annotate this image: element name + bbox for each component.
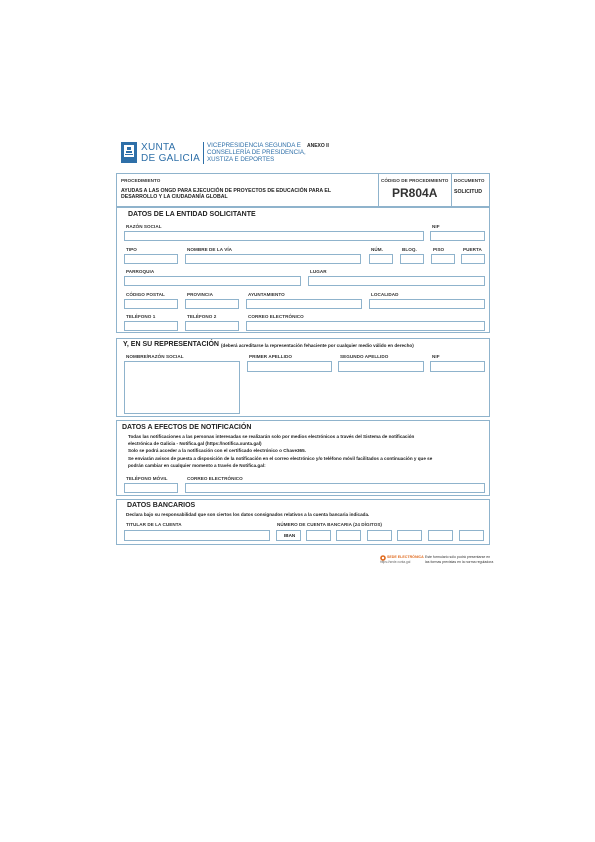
dept-line-3: XUSTIZA E DEPORTES <box>207 156 275 163</box>
nombre-via-field[interactable] <box>185 254 361 264</box>
logo-line2: DE GALICIA <box>141 153 201 164</box>
bank-title: DATOS BANCARIOS <box>127 502 196 509</box>
razon-social-field[interactable] <box>124 231 424 241</box>
sede-url: https://sede.xunta.gal <box>380 560 411 564</box>
entity-section-title: DATOS DE LA ENTIDAD SOLICITANTE <box>128 211 256 218</box>
parroquia-field[interactable] <box>124 276 301 286</box>
sede-logo <box>380 555 424 565</box>
bloq-label: BLOQ. <box>402 247 417 252</box>
lugar-field[interactable] <box>308 276 485 286</box>
puerta-field[interactable] <box>461 254 485 264</box>
email-field[interactable] <box>246 321 485 331</box>
notif-email-field[interactable] <box>185 483 485 493</box>
rep-nombre-label: NOMBRE/RAZÓN SOCIAL <box>126 354 184 359</box>
account-part-2[interactable] <box>336 530 361 541</box>
puerta-label: PUERTA <box>463 247 482 252</box>
nif-field[interactable] <box>430 231 485 241</box>
tel2-field[interactable] <box>185 321 239 331</box>
nif-label: NIF <box>432 224 440 229</box>
piso-field[interactable] <box>431 254 455 264</box>
localidad-label: LOCALIDAD <box>371 292 399 297</box>
email-label: CORREO ELECTRÓNICO <box>248 314 304 319</box>
account-part-1[interactable] <box>306 530 331 541</box>
iban-field[interactable] <box>276 530 301 541</box>
procedure-text-1: AYUDAS A LAS ONGD PARA EJECUCIÓN DE PROYECTOS DE EDUCACIÓN PARA EL <box>121 188 332 194</box>
notif-email-label: CORREO ELECTRÓNICO <box>187 476 243 481</box>
footer-text-2: las formas previstas en la norma reguladora <box>425 560 494 564</box>
tel1-field[interactable] <box>124 321 178 331</box>
logo-line1: XUNTA <box>141 142 176 153</box>
notification-line-2: electrónica de Galicia - Notifica.gal (https://notifica.xunta.gal) <box>128 441 262 446</box>
num-label: NÚM. <box>371 247 383 252</box>
document-label: DOCUMENTO <box>454 178 485 183</box>
cp-field[interactable] <box>124 299 178 309</box>
tipo-field[interactable] <box>124 254 178 264</box>
rep-nif-field[interactable] <box>430 361 485 372</box>
rep-nombre-field[interactable] <box>124 361 240 414</box>
bank-declaration: Declara bajo su responsabilidad que son ciertos los datos consignados relativos a la cuenta bancaria indicada. <box>126 512 370 517</box>
sede-label: SEDE ELECTRÓNICA <box>387 555 424 559</box>
representation-title: Y, EN SU REPRESENTACIÓN <box>123 341 219 348</box>
notif-movil-label: TELÉFONO MÓVIL <box>126 476 168 481</box>
document-divider <box>451 174 452 206</box>
ayuntamiento-label: AYUNTAMIENTO <box>248 292 285 297</box>
account-number-label: NÚMERO DE CUENTA BANCARIA (24 DÍGITOS) <box>277 522 383 527</box>
provincia-label: PROVINCIA <box>187 292 213 297</box>
department-name <box>207 142 306 163</box>
code-divider <box>378 174 379 206</box>
notification-line-1: Todas las notificaciones a las personas interesadas se realizarán solo por medios electrónicos a través del Sistema de notificación <box>128 434 415 439</box>
titular-field[interactable] <box>124 530 270 541</box>
annex-label: ANEXO II <box>307 143 329 149</box>
localidad-field[interactable] <box>369 299 485 309</box>
procedure-text-2: DESARROLLO Y LA CIUDADANÍA GLOBAL <box>121 194 228 200</box>
rep-nif-label: NIF <box>432 354 440 359</box>
nombre-via-label: NOMBRE DE LA VÍA <box>187 247 233 252</box>
ayuntamiento-field[interactable] <box>246 299 362 309</box>
account-part-5[interactable] <box>428 530 453 541</box>
document-value: SOLICITUD <box>454 189 482 195</box>
lugar-label: LUGAR <box>310 269 327 274</box>
notification-line-3: Solo se podrá acceder a la notificación con el certificado electrónico o Chave365. <box>128 448 306 453</box>
num-field[interactable] <box>369 254 393 264</box>
dept-line-1: VICEPRESIDENCIA SEGUNDA E <box>207 142 301 149</box>
tel1-label: TELÉFONO 1 <box>126 314 156 319</box>
procedure-code: PR804A <box>392 186 438 200</box>
tel2-label: TELÉFONO 2 <box>187 314 217 319</box>
tipo-label: TIPO <box>126 247 137 252</box>
iban-label: IBAN <box>284 533 296 538</box>
rep-apellido1-field[interactable] <box>247 361 332 372</box>
footer-text-1: Este formulario sólo podrá presentarse en <box>425 555 491 559</box>
notification-line-4: Se enviarán avisos de puesta a disposición de la notificación en el correo electrónico y/o teléfono móvil facilitados a continuación y que se <box>128 456 433 461</box>
coat-of-arms-icon <box>121 142 137 163</box>
procedure-label: PROCEDIMIENTO <box>121 178 161 183</box>
logo-divider <box>203 142 204 164</box>
dept-line-2: CONSELLERÍA DE PRESIDENCIA, <box>207 149 306 156</box>
bloq-field[interactable] <box>400 254 424 264</box>
representation-note: (deberá acreditarse la representación fehaciente por cualquier medio válido en derecho) <box>221 343 414 348</box>
piso-label: PISO <box>433 247 445 252</box>
account-part-3[interactable] <box>367 530 392 541</box>
rep-apellido2-field[interactable] <box>338 361 424 372</box>
notif-movil-field[interactable] <box>124 483 178 493</box>
account-part-6[interactable] <box>459 530 484 541</box>
rep-apellido2-label: SEGUNDO APELLIDO <box>340 354 389 359</box>
parroquia-label: PARROQUIA <box>126 269 155 274</box>
notification-line-5: podrán cambiar en cualquier momento a través de Notifica.gal: <box>128 463 266 468</box>
code-label: CÓDIGO DE PROCEDIMIENTO <box>381 178 449 183</box>
titular-label: TITULAR DE LA CUENTA <box>126 522 182 527</box>
rep-apellido1-label: PRIMER APELLIDO <box>249 354 292 359</box>
account-part-4[interactable] <box>397 530 422 541</box>
provincia-field[interactable] <box>185 299 239 309</box>
notification-title: DATOS A EFECTOS DE NOTIFICACIÓN <box>122 424 252 431</box>
cp-label: CÓDIGO POSTAL <box>126 292 165 297</box>
xunta-logo <box>121 142 203 164</box>
razon-social-label: RAZÓN SOCIAL <box>126 224 162 229</box>
